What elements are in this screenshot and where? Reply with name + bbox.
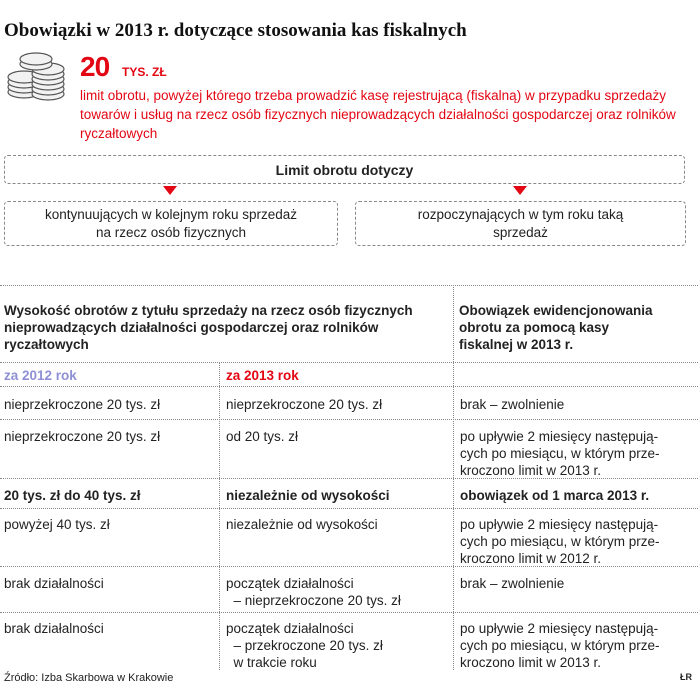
table-row-4-2013: niezależnie od wysokości [226, 517, 378, 532]
table-row-3-obligation: obowiązek od 1 marca 2013 r. [460, 488, 650, 503]
table-row-3-2012: 20 tys. zł do 40 tys. zł [4, 488, 141, 503]
coins-icon [4, 52, 70, 102]
table-row-4-2012: powyżej 40 tys. zł [4, 517, 110, 532]
table-column-divider [219, 362, 220, 670]
table-row-1-2012: nieprzekroczone 20 tys. zł [4, 397, 161, 412]
limit-description: limit obrotu, powyżej którego trzeba prowadzić kasę rejestrującą (fiskalną) w przypadku sprzedaży towarów i usług na rzecz osób fizycznych nieprowadzących działalności gospodarczej oraz rolników ryczałtowych [80, 88, 676, 141]
limit-applies-box [4, 155, 685, 184]
table-column-divider [453, 285, 454, 670]
limit-applies-label: Limit obrotu dotyczy [275, 161, 414, 178]
new-sellers-box [355, 201, 686, 246]
table-divider [0, 419, 698, 420]
column-2012-label: za 2012 rok [4, 368, 77, 383]
table-header-turnover: Wysokość obrotów z tytułu sprzedaży na rzecz osób fizycznych nieprowadzących działalności gospodarczej oraz rolników ryczałtowych [4, 303, 413, 352]
table-header-obligation: Obowiązek ewidencjonowania obrotu za pomocą kasy fiskalnej w 2013 r. [459, 303, 653, 352]
table-divider [0, 612, 698, 613]
table-row-1-2013: nieprzekroczone 20 tys. zł [226, 397, 383, 412]
new-sellers-label: rozpoczynających w tym roku taką sprzedaż [417, 206, 624, 240]
table-row-6-2013: początek działalności – przekroczone 20 tys. zł w trakcie roku [226, 621, 383, 670]
table-row-2-2012: nieprzekroczone 20 tys. zł [4, 429, 161, 444]
continuing-sellers-box [4, 201, 338, 246]
table-row-2-obligation: po upływie 2 miesięcy następują- cych po miesiącu, w którym prze- kroczono limit w 2013 r. [460, 429, 660, 478]
table-row-2-2013: od 20 tys. zł [226, 429, 299, 444]
author-credit: ŁR [680, 672, 692, 682]
table-row-5-2012: brak działalności [4, 576, 104, 591]
table-divider [0, 362, 698, 363]
continuing-sellers-label: kontynuujących w kolejnym roku sprzedaż na rzecz osób fizycznych [44, 206, 298, 240]
table-divider [0, 386, 698, 387]
table-row-6-2012: brak działalności [4, 621, 104, 636]
page-title: Obowiązki w 2013 r. dotyczące stosowania kas fiskalnych [4, 20, 467, 41]
arrow-down-icon [163, 186, 177, 195]
table-row-1-obligation: brak – zwolnienie [460, 397, 565, 412]
limit-amount: 20 [80, 51, 110, 82]
table-row-3-2013: niezależnie od wysokości [226, 488, 390, 503]
table-row-5-2013: początek działalności – nieprzekroczone 20 tys. zł [226, 576, 401, 608]
table-divider [0, 285, 698, 286]
source-note: Źródło: Izba Skarbowa w Krakowie [4, 672, 174, 684]
table-divider [0, 508, 698, 509]
limit-unit: TYS. ZŁ [122, 65, 167, 79]
column-2013-label: za 2013 rok [226, 368, 299, 383]
arrow-down-icon [513, 186, 527, 195]
table-row-5-obligation: brak – zwolnienie [460, 576, 565, 591]
table-row-6-obligation: po upływie 2 miesięcy następują- cych po miesiącu, w którym prze- kroczono limit w 2013 r. [460, 621, 660, 670]
table-row-4-obligation: po upływie 2 miesięcy następują- cych po miesiącu, w którym prze- kroczono limit w 2012 r. [460, 517, 660, 566]
